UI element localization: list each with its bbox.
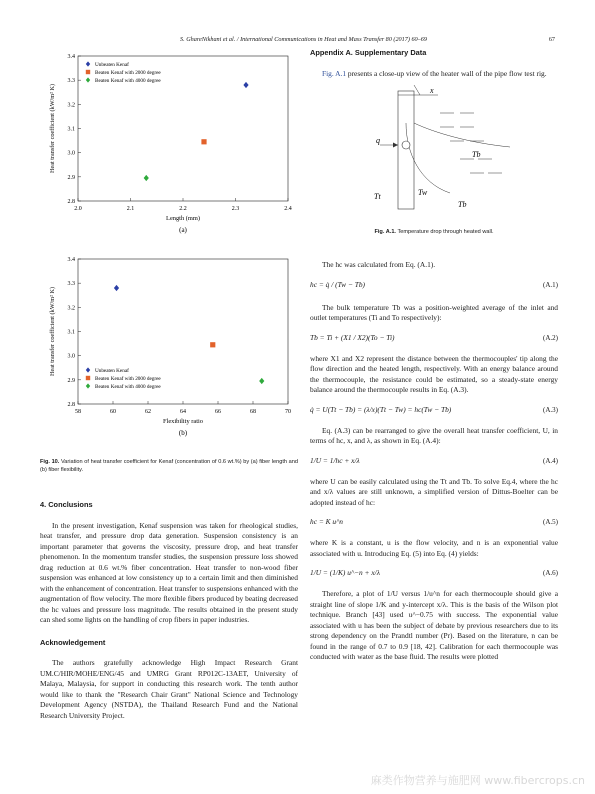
x-tick-label: 58 (75, 408, 81, 415)
x-tick-label: 2.2 (179, 206, 187, 212)
y-tick-label: 3.0 (67, 353, 75, 360)
y-axis-label: Heat transfer coefficient (kW/m² K) (49, 286, 56, 376)
plot-frame (78, 259, 288, 404)
fig-a1-text: Temperature drop through heated wall. (396, 228, 494, 235)
y-axis-label: Heat transfer coefficient (kW/m² K) (49, 83, 56, 174)
y-tick-label: 2.8 (67, 401, 75, 408)
x-tick-label: 2.3 (231, 206, 240, 212)
appendix-heading: Appendix A. Supplementary Data (310, 48, 427, 57)
paragraph-6: where K is a constant, u is the flow velocity, and n is an exponential value associated with u. Introducing Eq. (5) into Eq. (4) yields: (310, 538, 558, 558)
right-column (310, 48, 558, 663)
panel-label: (b) (178, 428, 188, 437)
equation-a1 (310, 277, 558, 295)
legend-marker (86, 367, 90, 372)
fig-a1-link[interactable]: Fig. A.1 (322, 68, 347, 78)
data-point (259, 377, 264, 383)
legend-label: Beaten Kenaf with 4000 degree (95, 383, 161, 390)
paragraph-1: The hc was calculated from Eq. (A.1). (322, 260, 436, 269)
equation-a2 (310, 330, 558, 348)
equation-a5 (310, 514, 558, 532)
y-tick-label: 3.0 (67, 150, 75, 157)
y-tick-label: 3.4 (67, 256, 75, 263)
x-tick-label: 64 (180, 408, 186, 415)
equation-a4-body: 1/U = 1/hc + x/λ (310, 455, 360, 465)
y-tick-label: 2.9 (67, 377, 75, 384)
y-tick-label: 3.2 (67, 304, 75, 311)
equation-a4 (310, 453, 558, 471)
x-axis-label: Length (mm) (166, 215, 200, 222)
x-tick-label: 62 (145, 408, 151, 415)
paragraph-4: Eq. (A.3) can be rearranged to give the overall heat transfer coefficient, U, in terms of hc, x, and λ, as shown in Eq. (A.4): (310, 425, 558, 445)
dim-x-label: x (430, 86, 434, 95)
watermark: 麻类作物营养与施肥网 www.fibercrops.cn (370, 774, 585, 787)
chart-a (40, 48, 298, 243)
y-tick-label: 3.2 (67, 102, 75, 109)
equation-a1-number: (A.1) (543, 280, 558, 289)
data-point (144, 175, 149, 181)
equation-a6 (310, 565, 558, 583)
legend-marker (86, 375, 90, 379)
paragraph-7: Therefore, a plot of 1/U versus 1/u^n for each thermocouple should give a straight line of slope 1/K and y-intercept x/λ. This is the basis of the Wilson plot technique. Branch [43] used u^−0.75 with success. The exponential value associated with u has been the subject of debate by previous researchers due to its strong dependency on the Prandtl number (Pr). Based on the literature, n can be found in the range of 0.7 to 0.9 [18, 42]. Calibration for each thermocouple was conducted with water as the base fluid. The results were plotted (310, 589, 558, 661)
legend-marker (86, 61, 90, 66)
acknowledgement-heading: Acknowledgement (40, 637, 106, 647)
y-tick-label: 3.3 (67, 280, 75, 287)
legend-label: Unbeaten Kenaf (95, 367, 129, 374)
equation-a3-number: (A.3) (543, 405, 558, 414)
conclusions-heading: 4. Conclusions (40, 500, 93, 509)
journal-citation: S. GhareNikhani et al. / International Communications in Heat and Mass Transfer 80 (2017) 60–69 (180, 36, 427, 43)
tip-temp-label: Tt (374, 192, 381, 201)
page-number: 67 (548, 36, 555, 43)
bulk-temp-label-top: Tb (472, 150, 481, 159)
paragraph-2: The bulk temperature Tb was a position-weighted average of the inlet and outlet temperatures (Ti and To respectively): (310, 302, 558, 322)
figure-10-caption (40, 459, 298, 474)
equation-a4-number: (A.4) (543, 456, 558, 465)
x-tick-label: 66 (215, 408, 221, 415)
equation-a2-number: (A.2) (543, 333, 558, 342)
appendix-intro-text: presents a close-up view of the heater wall of the pipe flow test rig. (346, 68, 547, 78)
boundary-layer-curve (414, 123, 510, 147)
x-tick-label: 68 (250, 408, 256, 415)
data-point (201, 139, 206, 144)
fig-a1-label: Fig. A.1. (374, 228, 396, 235)
y-tick-label: 3.1 (67, 329, 75, 335)
data-point (210, 342, 215, 347)
figure-10-label: Fig. 10. (40, 459, 60, 465)
legend-label: Beaten Kenaf with 2000 degree (95, 375, 161, 382)
heater-wall-diagram (310, 83, 558, 223)
dimension-tick (414, 85, 420, 95)
appendix-intro (310, 69, 558, 80)
conclusions-text: In the present investigation, Kenaf suspension was taken for rheological studies, heat transfer, and pressure drop data generation. Suspension consistency is an important parameter that governs the viscosity, pressure drop, and heat transfer phenomenon. In the momentum transfer studies, the suspension pressure loss showed drag reduction at 0.6 wt.% fiber concentration. Heat transfer to non-wood fiber suspension was enhanced at low consistency up to a certain limit and then diminished with the enhancement of concentration. Heat transfer to suspensions enhanced with the augmentation of flow velocity. The more flexible fibers produced by beating decreased the hc values and pressure loss magnitude. The results obtained in the present study can shed some lights on the handling of crop fibers in paper industries. (40, 520, 298, 624)
chart-b (40, 251, 298, 446)
figure-10-text: Variation of heat transfer coefficient for Kenaf (concentration of 0.6 wt.%) by (a) fiber length and (b) fiber flexibility. (40, 459, 298, 473)
x-tick-label: 60 (110, 408, 116, 415)
x-tick-label: 2.0 (74, 206, 82, 212)
legend-label: Beaten Kenaf with 4000 degree (95, 78, 161, 84)
x-tick-label: 2.1 (126, 206, 135, 212)
equation-a3-body: q̇ = U(Tt − Tb) = (λ/x)(Tt − Tw) = hc(Tw − Tb) (310, 404, 452, 414)
equation-a5-number: (A.5) (543, 518, 558, 526)
equation-a6-body: 1/U = (1/K) u^−n + x/λ (310, 568, 380, 577)
legend-label: Unbeaten Kenaf (95, 62, 129, 68)
thermocouple-tip (402, 141, 410, 149)
y-tick-label: 3.1 (67, 126, 75, 133)
paragraph-3: where X1 and X2 represent the distance between the thermocouples' tip along the flow direction and the heated length, respectively. With an energy balance around the thermocouple, the resistance could be estimated, so a steady-state energy balance around the thermocouple results in Eq. (A.3). (310, 353, 558, 394)
equation-a1-body: hc = q̇ / (Tw − Tb) (310, 279, 366, 289)
acknowledgement-text: The authors gratefully acknowledge High Impact Research Grant UM.C/HIR/MOHE/ENG/45 and UMRG Grant RP012C-13AET, University of Malaya, Malaysia, for support in conducting this research work. The tenth author would like to thank the "Research Chair Grant" National Science and Technology Development Agency (NSTDA), the Thailand Research Fund and the National Research University Project. (40, 658, 298, 720)
left-column (40, 48, 298, 721)
legend-marker (86, 383, 90, 388)
x-axis-label: Flexibility ratio (163, 417, 203, 425)
y-tick-label: 2.8 (67, 199, 75, 205)
x-tick-label: 2.4 (284, 206, 292, 212)
legend-marker (86, 70, 90, 74)
paragraph-5: where U can be easily calculated using the Tt and Tb. To solve Eq.4, where the hc and x/λ values are still unknown, a simplified version of Dittus-Boelter can be adopted instead of hc: (310, 476, 558, 507)
fig-a1-caption (310, 229, 558, 237)
heat-flux-arrowhead (393, 143, 398, 148)
bulk-temp-label-bottom: Tb (458, 200, 467, 209)
legend-marker (86, 77, 90, 82)
wall-temp-label: Tw (418, 188, 428, 197)
equation-a3 (310, 402, 558, 420)
equation-a6-number: (A.6) (543, 569, 558, 577)
x-tick-label: 70 (285, 408, 291, 415)
flow-lines (440, 113, 502, 173)
heater-wall (398, 91, 414, 209)
y-tick-label: 3.4 (67, 54, 75, 60)
legend-label: Beaten Kenaf with 2000 degree (95, 70, 161, 76)
equation-a2-body: Tb = Ti + (X1 / X2)(To − Ti) (310, 332, 395, 342)
data-point (114, 284, 119, 290)
panel-label: (a) (179, 226, 187, 234)
y-tick-label: 3.3 (67, 78, 75, 85)
equation-a5-body: hc = K u^n (310, 517, 343, 526)
heat-flux-label: q (376, 136, 380, 145)
y-tick-label: 2.9 (67, 174, 75, 181)
data-point (243, 82, 248, 88)
